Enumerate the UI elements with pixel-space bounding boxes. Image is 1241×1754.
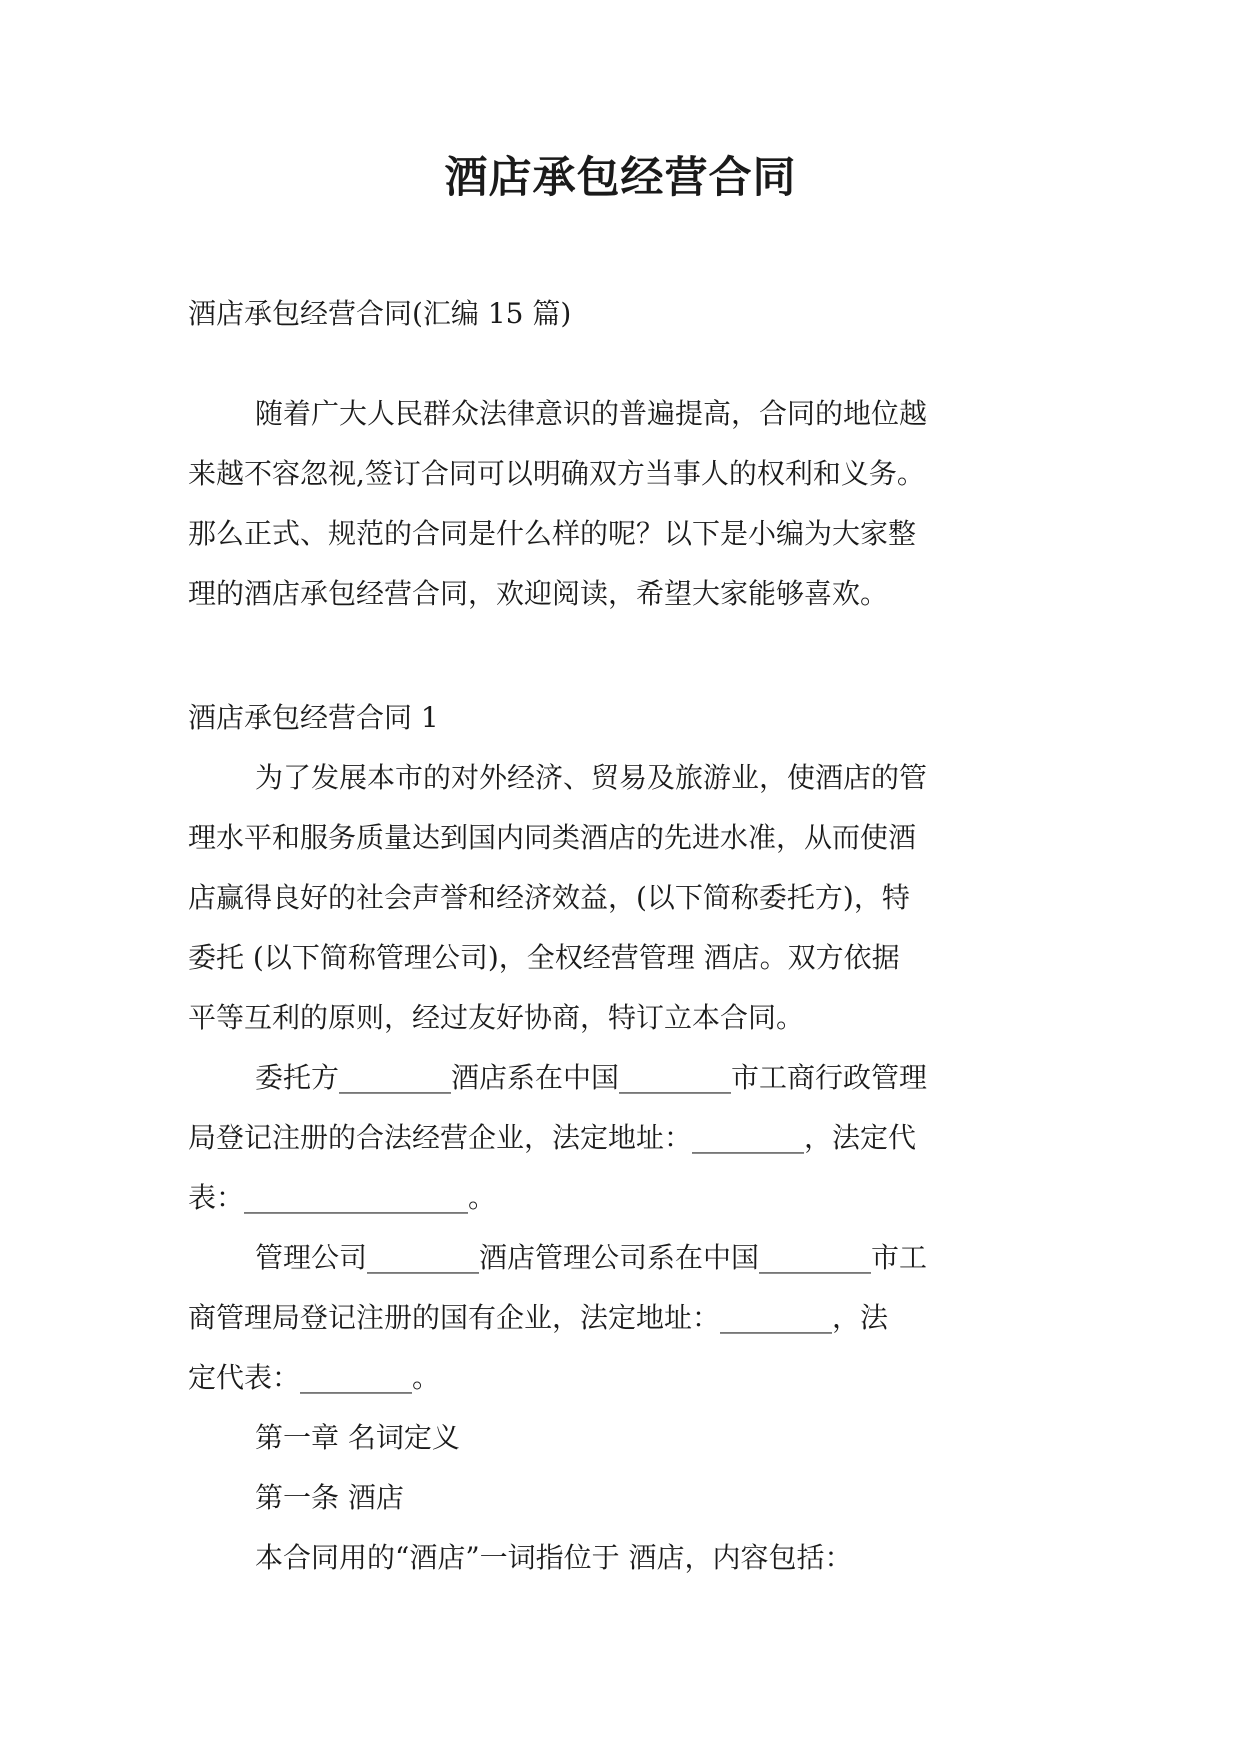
paragraph-line: 委托方________酒店系在中国________市工商行政管理 [255, 1061, 928, 1094]
document-subtitle: 酒店承包经营合同(汇编 15 篇) [188, 297, 572, 330]
preamble-paragraph [188, 748, 1052, 1048]
intro-line: 理的酒店承包经营合同，欢迎阅读，希望大家能够喜欢。 [188, 577, 889, 610]
section-heading: 酒店承包经营合同 1 [188, 701, 439, 734]
paragraph-line: 委托 (以下简称管理公司)，全权经营管理 酒店。双方依据 [188, 941, 900, 974]
intro-line: 来越不容忽视,签订合同可以明确双方当事人的权利和义务。 [188, 457, 925, 490]
article-text: 本合同用的“酒店”一词指位于 酒店，内容包括： [255, 1541, 853, 1574]
paragraph-line: 理水平和服务质量达到国内同类酒店的先进水准，从而使酒 [188, 821, 917, 854]
paragraph-line: 局登记注册的合法经营企业，法定地址：________，法定代 [188, 1121, 917, 1154]
intro-line: 那么正式、规范的合同是什么样的呢？以下是小编为大家整 [188, 517, 917, 550]
paragraph-line: 平等互利的原则，经过友好协商，特订立本合同。 [188, 1001, 805, 1034]
article-heading: 第一条 酒店 [255, 1481, 404, 1514]
document-body [188, 284, 1052, 1588]
paragraph-line: 商管理局登记注册的国有企业，法定地址：________，法 [188, 1301, 889, 1334]
paragraph-line: 店赢得良好的社会声誉和经济效益，(以下简称委托方)，特 [188, 881, 910, 914]
chapter-heading: 第一章 名词定义 [255, 1421, 460, 1454]
paragraph-line: 定代表：________。 [188, 1361, 441, 1394]
client-party-paragraph [188, 1048, 1052, 1228]
intro-line: 随着广大人民群众法律意识的普遍提高，合同的地位越 [255, 397, 928, 430]
intro-paragraph [188, 384, 1052, 624]
paragraph-line: 管理公司________酒店管理公司系在中国________市工 [255, 1241, 928, 1274]
paragraph-line: 为了发展本市的对外经济、贸易及旅游业，使酒店的管 [255, 761, 928, 794]
paragraph-line: 表：________________。 [188, 1181, 497, 1214]
spacer [188, 344, 1052, 384]
management-party-paragraph [188, 1228, 1052, 1408]
spacer [188, 624, 1052, 688]
document-title: 酒店承包经营合同 [444, 153, 797, 203]
